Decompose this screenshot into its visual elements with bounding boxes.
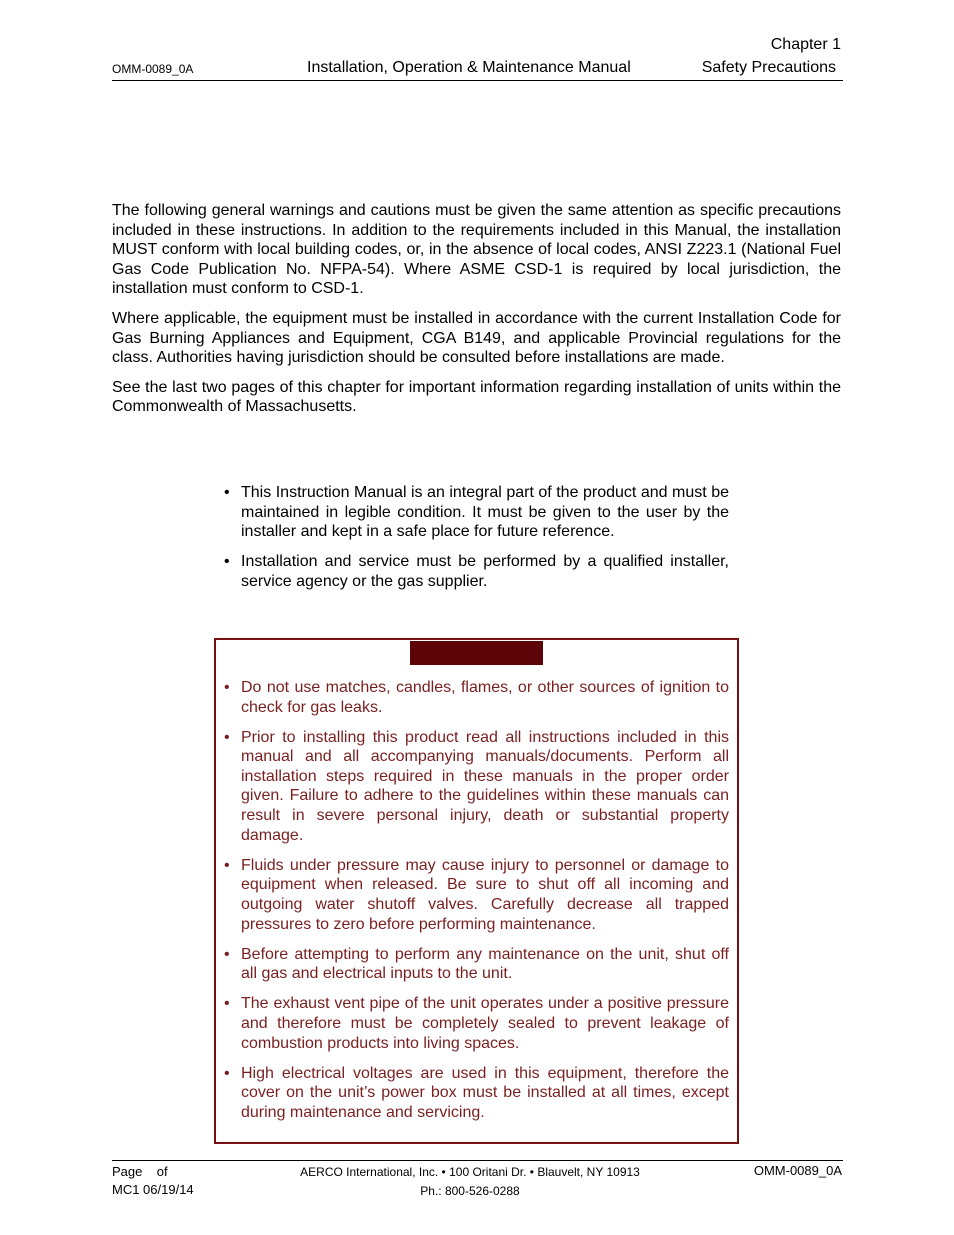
bullet-icon: • (224, 728, 230, 746)
manual-title: Installation, Operation & Maintenance Manual (307, 59, 631, 76)
company-phone: Ph.: 800-526-0288 (420, 1184, 520, 1198)
warning-item (221, 728, 729, 846)
warning-item-text: Prior to installing this product read all instructions included in this manual and all accompanying manuals/documents. Perform all installation steps required in these manuals in the proper order given. Failure to adhere to the guidelines within these manuals can result in severe personal injury, death or substantial property damage. (241, 728, 729, 844)
footer-doc-id: OMM-0089_0A (753, 1163, 842, 1178)
body-text (112, 201, 841, 427)
warning-item (221, 856, 729, 934)
footer-page-info (112, 1163, 194, 1199)
bullet-icon: • (224, 945, 230, 963)
warning-item (221, 1064, 729, 1123)
list-item-text: This Instruction Manual is an integral part of the product and must be maintained in legible condition. It must be given to the user by the installer and kept in a safe place for future reference. (241, 484, 729, 541)
bullet-icon: • (224, 995, 230, 1013)
warning-item-text: Do not use matches, candles, flames, or other sources of ignition to check for gas leaks. (241, 679, 729, 716)
bullet-icon: • (224, 856, 230, 874)
chapter-label: Chapter 1 (770, 36, 841, 53)
bullet-icon: • (224, 679, 230, 696)
bullet-icon: • (224, 553, 230, 571)
paragraph-installation-code: Where applicable, the equipment must be installed in accordance with the current Installation Code for Gas Burning Appliances and Equipment, CGA B149, and applicable Provincial regulations for the class. Authorities having jurisdiction should be consulted before installations are made. (112, 309, 841, 367)
paragraph-general-warnings: The following general warnings and cautions must be given the same attention as specific precautions included in these instructions. In addition to the requirements included in this Manual, the installation MUST conform with local building codes, or, in the absence of local codes, ANSI Z223.1 (National Fuel Gas Code Publication No. NFPA-54). Where ASME CSD-1 is required by local jurisdiction, the installation must conform to CSD-1. (112, 202, 841, 298)
list-item (221, 483, 729, 542)
paragraph-massachusetts: See the last two pages of this chapter for important information regarding installation of units within the Commonwealth of Massachusetts. (112, 378, 841, 416)
footer-divider (112, 1160, 843, 1161)
list-item-text: Installation and service must be performed by a qualified installer, service agency or the gas supplier. (241, 553, 729, 590)
revision-date: MC1 06/19/14 (112, 1182, 194, 1197)
general-notes-list (221, 483, 729, 602)
bullet-icon: • (224, 1064, 230, 1082)
bullet-icon: • (224, 484, 230, 501)
section-title: Safety Precautions (701, 59, 836, 76)
warning-item-text: Before attempting to perform any maintenance on the unit, shut off all gas and electrical inputs to the unit. (241, 945, 729, 983)
list-item (221, 552, 729, 591)
company-address: AERCO International, Inc. • 100 Oritani Dr. • Blauvelt, NY 10913 (300, 1165, 640, 1179)
header-doc-id: OMM-0089_0A (112, 62, 194, 76)
page-number-label: Page of (112, 1164, 168, 1179)
warning-list (221, 678, 729, 1133)
header-divider (112, 80, 843, 81)
warning-item-text: The exhaust vent pipe of the unit operates under a positive pressure and therefore must be completely sealed to prevent leakage of combustion products into living spaces. (241, 995, 729, 1052)
warning-item-text: High electrical voltages are used in this equipment, therefore the cover on the unit’s power box must be installed at all times, except during maintenance and servicing. (241, 1064, 729, 1121)
warning-heading-tab (410, 641, 543, 665)
warning-item (221, 678, 729, 717)
warning-item (221, 994, 729, 1053)
warning-item (221, 945, 729, 984)
warning-item-text: Fluids under pressure may cause injury to personnel or damage to equipment when released. Be sure to shut off all incoming and outgoing water shutoff valves. Carefully decrease all trapped pressures to zero before performing maintenance. (241, 856, 729, 933)
footer-company (280, 1163, 660, 1201)
